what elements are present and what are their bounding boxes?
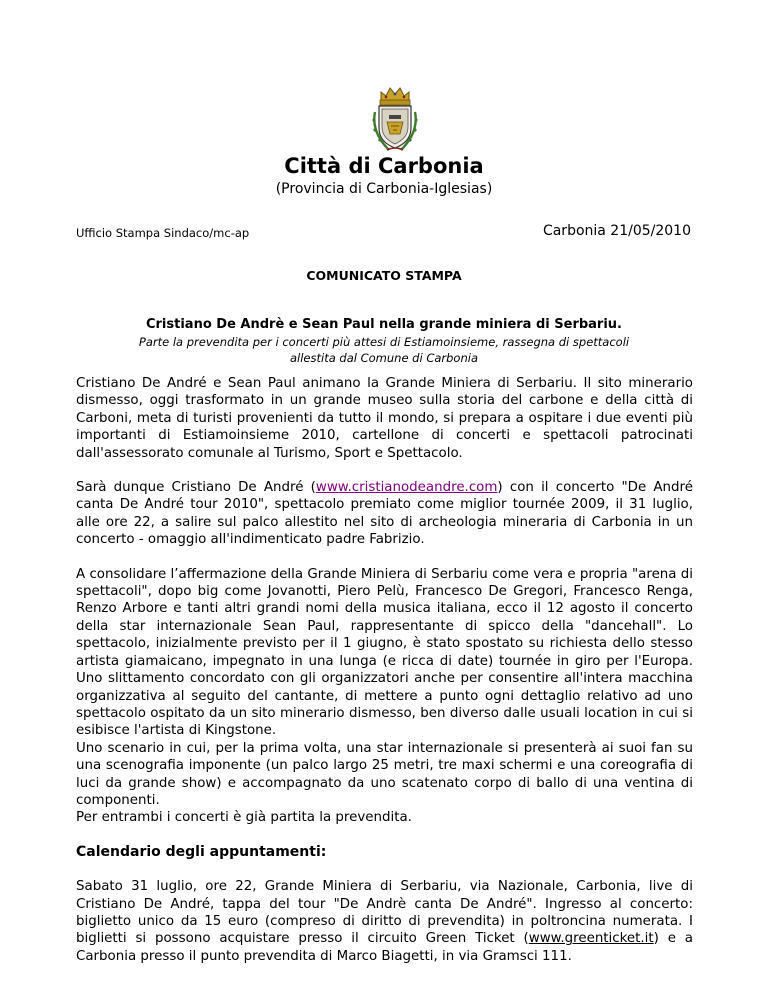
press-release-label: COMUNICATO STAMPA [306,268,462,283]
paragraph-text: Sabato 31 luglio, ore 22, Grande Miniera di Serbariu, via Nazionale, Carbonia, live di Cristiano De André, tappa del tour "De Andrè canta De André". Ingresso al concerto: biglietto unico da 15 euro (compreso di diritto di prevendita) in poltroncina numerata. I biglietti si possono acquistare presso il circuito Green Ticket ( [76,879,693,947]
paragraph-scenario: Uno scenario in cui, per la prima volta, una star internazionale si presenterà ai suoi fan su una scenografia imponente (un palco largo 25 metri, tre maxi schermi e una coreografia di luci da grande show) e accompagnato da uno scatenato corpo di ballo di una ventina di componenti. [76,740,693,808]
paragraph-text: Sarà dunque Cristiano De André ( [76,480,316,496]
paragraph-sean-paul: A consolidare l’affermazione della Grande Miniera di Serbariu come vera e propria "arena di spettacoli", dopo big come Jovanotti, Piero Pelù, Francesco De Gregori, Francesco Renga, Renzo Arbore e tanti altri grandi nomi della musica italiana, ecco il 12 agosto il concerto della star internazionale Sean Paul, rappresentante di spicco della "dancehall". Lo spettacolo, inizialmente previsto per il 1 giugno, è stato spostato su richiesta dello stesso artista giamaicano, impegnato in una lunga (e ricca di date) tournée in giro per l'Europa. Uno slittamento concordato con gli organizzatori anche per consentire all'intera macchina organizzativa al seguito del cantante, di mettere a punto ogni dettaglio relativo ad uno spettacolo ospitato da un sito minerario dismesso, ben diverso dalle usuali location in cui si esibisce l'artista di Kingstone. [76,566,693,739]
cristianodeandre-link[interactable]: www.cristianodeandre.com [315,480,498,496]
greenticket-link[interactable]: www.greenticket.it [528,931,654,947]
paragraph-de-andre [76,479,693,549]
city-title: Città di Carbonia [284,154,484,178]
coat-of-arms-icon [367,82,423,154]
subheadline: Parte la prevendita per i concerti più attesi di Estiamoinsieme, rassegna di spettacoli allestita dal Comune di Carbonia [138,335,630,365]
paragraph-text: ) e a Carbonia presso il punto prevendita di Marco Biagetti, in via Gramsci 111. [76,931,693,964]
office-label: Ufficio Stampa Sindaco/mc-ap [76,226,250,240]
calendar-heading: Calendario degli appuntamenti: [76,843,327,860]
calendar-entry [76,878,693,965]
paragraph-presale: Per entrambi i concerti è già partita la prevendita. [76,810,412,826]
province-label: (Provincia di Carbonia-Iglesias) [275,181,493,197]
paragraph-text: ) con il concerto "De André canta De André tour 2010", spettacolo premiato come miglior tournée 2009, il 31 luglio, alle ore 22, a salire sul palco allestito nel sito di archeologia mineraria di Carbonia in un concerto - omaggio all'indimenticato padre Fabrizio. [76,480,693,548]
date-label: Carbonia 21/05/2010 [542,223,691,239]
article-body [76,375,693,982]
headline: Cristiano De Andrè e Sean Paul nella grande miniera di Serbariu. [145,317,622,332]
paragraph-intro: Cristiano De André e Sean Paul animano la Grande Miniera di Serbariu. Il sito minerario dismesso, oggi trasformato in un grande museo sulla storia del carbone e della città di Carboni, meta di turisti provenienti da tutto il mondo, si prepara a ospitare i due eventi più importanti di Estiamoinsieme 2010, cartellone di concerti e spettacoli patrocinati dall'assessorato comunale al Turismo, Sport e Spettacolo. [76,376,693,461]
